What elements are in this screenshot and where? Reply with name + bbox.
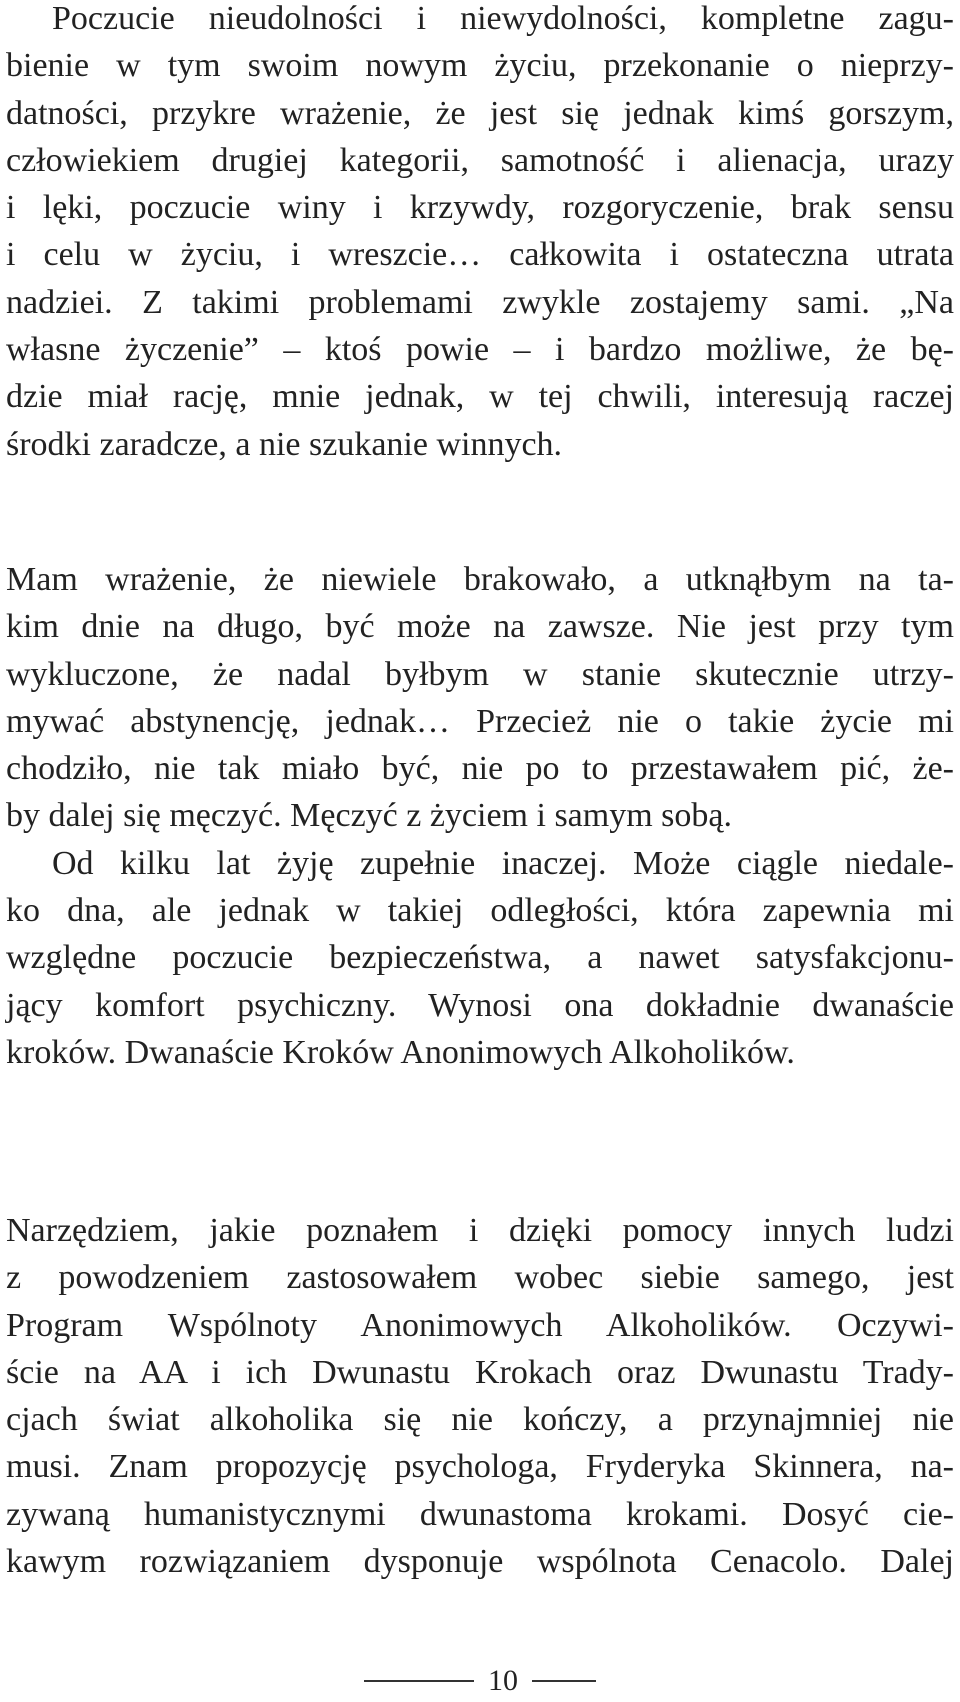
text-line: i celu w życiu, i wreszcie… całkowita i ostateczna utrata [6,236,954,274]
page-footer [0,1660,960,1702]
text-line: jący komfort psychiczny. Wynosi ona dokładnie dwanaście [6,986,954,1024]
text-line: by dalej się męczyć. Męczyć z życiem i samym sobą. [6,797,732,835]
text-line: ście na AA i ich Dwunastu Krokach oraz Dwunastu Trady- [6,1353,954,1391]
text-line: człowiekiem drugiej kategorii, samotność i alienacja, urazy [6,141,954,179]
text-line: Poczucie nieudolności i niewydolności, kompletne zagu- [52,0,954,37]
text-line: cjach świat alkoholika się nie kończy, a przynajmniej nie [6,1401,954,1439]
text-line: z powodzeniem zastosowałem wobec siebie samego, jest [6,1259,954,1297]
paragraph-1 [6,0,954,468]
text-line: dzie miał rację, mnie jednak, w tej chwili, interesują raczej [6,378,954,416]
text-line: zywaną humanistycznymi dwunastoma krokami. Dosyć cie- [6,1495,954,1533]
text-line: mywać abstynencję, jednak… Przecież nie o takie życie mi [6,702,954,740]
text-line: środki zaradcze, a nie szukanie winnych. [6,425,563,463]
text-line: Program Wspólnoty Anonimowych Alkoholików. Oczywi- [6,1306,954,1344]
text-line: nadziei. Z takimi problemami zwykle zostajemy sami. „Na [6,283,954,321]
paragraph-3 [6,1207,954,1585]
text-line: datności, przykre wrażenie, że jest się jednak kimś gorszym, [6,94,954,132]
footer-rule-right [532,1680,596,1682]
text-line: własne życzenie” – ktoś powie – i bardzo możliwe, że bę- [6,331,954,369]
text-line: Od kilku lat żyję zupełnie inaczej. Może ciągle niedale- [52,844,954,882]
text-line: chodziło, nie tak miało być, nie po to przestawałem pić, że- [6,750,954,788]
text-line: wykluczone, że nadal byłbym w stanie skutecznie utrzy- [6,655,954,693]
page-number: 10 [488,1664,518,1697]
text-line: kroków. Dwanaście Kroków Anonimowych Alkoholików. [6,1033,795,1071]
text-line: Mam wrażenie, że niewiele brakowało, a utknąłbym na ta- [6,561,954,598]
text-line: i lęki, poczucie winy i krzywdy, rozgoryczenie, brak sensu [6,189,954,227]
text-line: Narzędziem, jakie poznałem i dzięki pomocy innych ludzi [6,1212,954,1249]
text-line: bienie w tym swoim nowym życiu, przekonanie o nieprzy- [6,47,954,85]
text-line: względne poczucie bezpieczeństwa, a nawet satysfakcjonu- [6,939,954,977]
text-line: kim dnie na długo, być może na zawsze. Nie jest przy tym [6,608,954,646]
paragraph-2 [6,556,954,1076]
text-line: ko dna, ale jednak w takiej odległości, która zapewnia mi [6,892,954,930]
footer-rule-left [364,1680,474,1682]
text-line: kawym rozwiązaniem dysponuje wspólnota Cenacolo. Dalej [6,1543,954,1581]
text-line: musi. Znam propozycję psychologa, Fryderyka Skinnera, na- [6,1448,954,1486]
